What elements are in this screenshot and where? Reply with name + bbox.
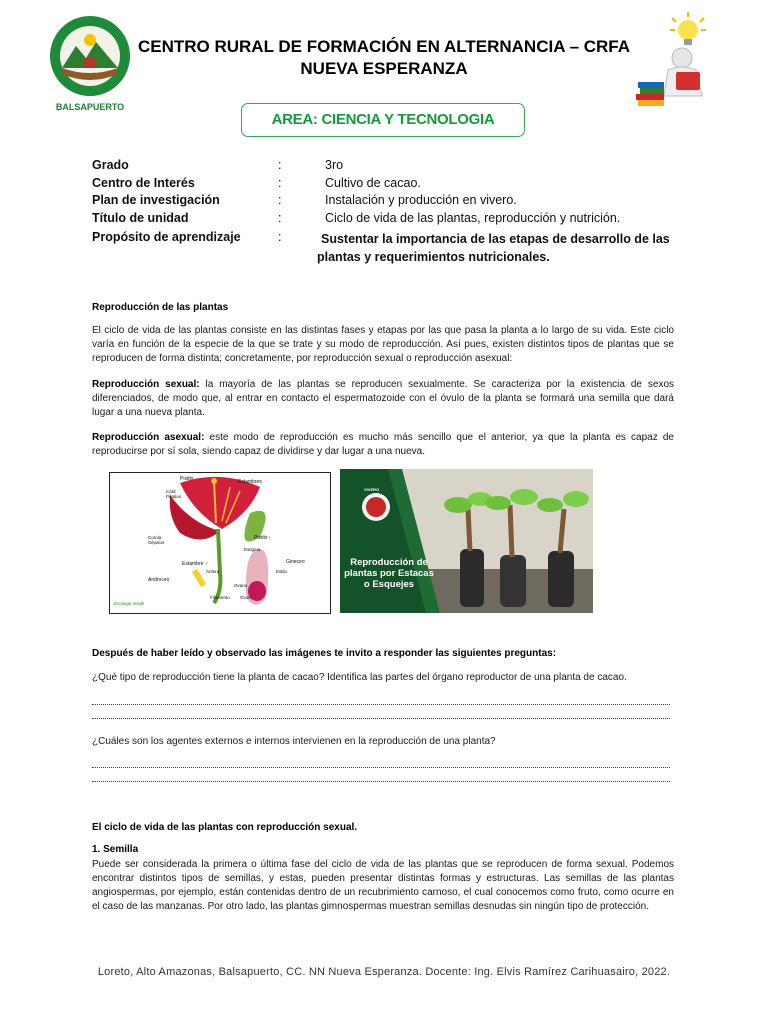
info-row-plan [92, 193, 692, 211]
info-value-line1: Sustentar la importancia de las etapas de desarrollo de las [321, 232, 670, 246]
reading-figure-illustration [632, 10, 724, 110]
info-colon: : [278, 193, 282, 207]
info-label: Grado [92, 158, 129, 172]
lightbulb-icon [670, 12, 706, 45]
questions-intro: Después de haber leído y observado las imágenes te invito a responder las siguientes preguntas: [92, 648, 557, 659]
info-value [317, 230, 681, 266]
diagram-label: Estambre ♂ [182, 561, 209, 567]
flower-anatomy-image [109, 472, 331, 614]
info-row-titulo [92, 211, 692, 229]
badge-text: VIVERO [364, 487, 380, 492]
info-value-line2: plantas y requerimientos nutricionales. [317, 250, 550, 264]
school-title-line1: CENTRO RURAL DE FORMACIÓN EN ALTERNANCIA – CRFA [137, 37, 631, 56]
page-footer: Loreto, Alto Amazonas, Balsapuerto, CC. NN Nueva Esperanza. Docente: Ing. Elvis Ramírez Carihuasairo, 2022. [97, 966, 671, 978]
answer-line[interactable] [92, 716, 670, 719]
caption-line: Reproducción de [350, 557, 428, 568]
answer-line[interactable] [92, 779, 670, 782]
info-value: Ciclo de vida de las plantas, reproducción y nutrición. [325, 211, 621, 225]
diagram-label: Estilo [276, 569, 288, 574]
diagram-label: Androceo [148, 577, 170, 583]
info-value: 3ro [325, 158, 344, 172]
school-title-line2: NUEVA ESPERANZA [300, 59, 468, 78]
info-row-proposito [92, 230, 692, 266]
diagram-label: Ovario [234, 583, 248, 588]
info-value: Cultivo de cacao. [325, 176, 421, 190]
info-label: Título de unidad [92, 211, 189, 225]
area-banner: AREA: CIENCIA Y TECNOLOGIA [241, 103, 525, 137]
section-heading-ciclo: El ciclo de vida de las plantas con reproducción sexual. [92, 822, 358, 833]
info-colon: : [278, 176, 282, 190]
info-label: Propósito de aprendizaje [92, 230, 241, 244]
diagram-brand: Ecologia Verde [114, 601, 145, 606]
paragraph-intro: El ciclo de vida de las plantas consiste en las distintas fases y etapas por las que pasa la planta a lo largo de su vida. Este ciclo varía en función de la especie de la que se trate y su modo de reproducción. Así pues, existen distintos tipos de plantas que se reproducen de forma distinta; concretamente, por reproducción sexual o reproducción asexual: [92, 325, 674, 364]
diagram-label: Cáliz Pétalos [166, 489, 182, 499]
subheading-semilla: 1. Semilla [92, 844, 139, 855]
info-label: Centro de Interés [92, 176, 195, 190]
paragraph-semilla: Puede ser considerada la primera o última fase del ciclo de vida de las plantas que se reproducen de forma sexual. Podemos encontrar distintos tipos de semillas, y estas, pueden presentar distintas formas y estructuras. Las semillas de las plantas angiospermas, por ejemplo, están contenidas dentro de un recubrimiento carnoso, el cual conocemos como fruto, como ocurre en el caso de las manzanas. Por otro lado, las plantas gimnospermas muestran semillas desnudas sin ningún tipo de protección. [92, 859, 674, 912]
info-colon: : [278, 211, 282, 225]
diagram-label: Pistilo [180, 476, 194, 482]
answer-line[interactable] [92, 765, 670, 768]
diagram-label: Filamento [210, 595, 230, 600]
term-asexual: Reproducción asexual: [92, 432, 205, 443]
paragraph-sexual-text: la mayoría de las plantas se reproducen sexualmente. Se caracteriza por la existencia de sexos diferenciados, de modo que, al entrar en contacto el espermatozoide con el óvulo de la planta se formará una semilla que dará lugar a una nueva planta. [92, 379, 675, 418]
school-title [130, 36, 638, 80]
question-2: ¿Cuáles son los agentes externos e internos intervienen en la reproducción de una planta? [92, 736, 496, 747]
diagram-label: Óvulo [240, 595, 252, 600]
diagram-label: Estigma [244, 547, 261, 552]
diagram-label: Corola Sépalos [148, 535, 165, 545]
answer-line[interactable] [92, 702, 670, 705]
info-value: Instalación y producción en vivero. [325, 193, 517, 207]
section-heading-reproduccion: Reproducción de las plantas [92, 302, 229, 313]
question-1: ¿Qué tipo de reproducción tiene la planta de cacao? Identifica las partes del órgano reproductor de una planta de cacao. [92, 672, 627, 683]
cuttings-caption [344, 557, 434, 590]
diagram-label: Antera [206, 569, 220, 574]
cuttings-propagation-image [340, 469, 593, 613]
paragraph-sexual [92, 378, 674, 420]
diagram-label: Gineceo [286, 559, 305, 565]
info-colon: : [278, 158, 282, 172]
paragraph-asexual-text: este modo de reproducción es mucho más sencillo que el anterior, ya que la planta es capaz de reproducirse por sí sola, siendo capaz de dividirse y dar lugar a una nueva. [92, 432, 674, 457]
info-label: Plan de investigación [92, 193, 220, 207]
info-row-grado [92, 158, 692, 176]
school-logo [48, 12, 132, 116]
caption-line: o Esquejes [363, 579, 415, 590]
logo-caption: BALSAPUERTO [55, 102, 125, 112]
term-sexual: Reproducción sexual: [92, 379, 200, 390]
caption-line: plantas por Estacas [344, 568, 434, 579]
info-colon: : [278, 230, 282, 244]
diagram-label: Pistilo♀ [254, 535, 272, 541]
info-row-centro-interes [92, 176, 692, 194]
paragraph-asexual [92, 431, 674, 459]
diagram-label: Estambres [238, 479, 262, 485]
